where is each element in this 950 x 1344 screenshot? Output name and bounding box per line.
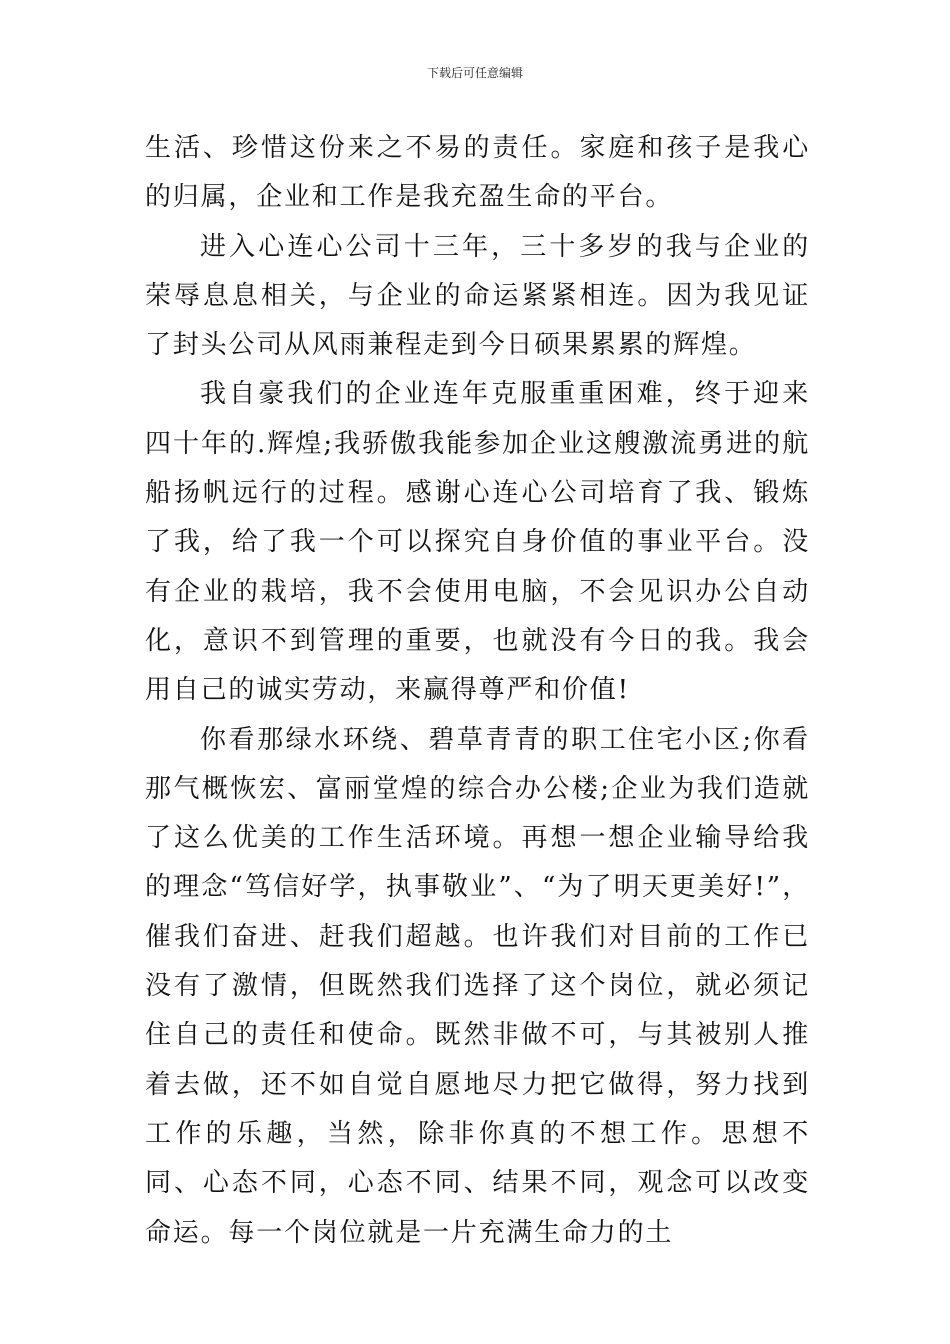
paragraph-1: 生活、珍惜这份来之不易的责任。家庭和孩子是我心的归属，企业和工作是我充盈生命的平台。: [145, 133, 810, 213]
paragraph-4: 你看那绿水环绕、碧草青青的职工住宅小区;你看那气概恢宏、富丽堂煌的综合办公楼;企业为我们造就了这么优美的工作生活环境。再想一想企业输导给我的理念“笃信好学，执事敬业”、“为了明天更美好!”，催我们奋进、赶我们超越。也许我们对目前的工作已没有了激情，但既然我们选择了这个岗位，就必须记住自己的责任和使命。既然非做不可，与其被别人推着去做，还不如自觉自愿地尽力把它做得，努力找到工作的乐趣，当然，除非你真的不想工作。思想不同、心态不同，心态不同、结果不同，观念可以改变命运。每一个岗位就是一片充满生命力的土: [145, 724, 810, 1248]
paragraph-3: 我自豪我们的企业连年克服重重困难，终于迎来四十年的.辉煌;我骄傲我能参加企业这艘激流勇进的航船扬帆远行的过程。感谢心连心公司培育了我、锻炼了我，给了我一个可以探究自身价值的事业平台。没有企业的栽培，我不会使用电脑，不会见识办公自动化，意识不到管理的重要，也就没有今日的我。我会用自己的诚实劳动，来赢得尊严和价值!: [145, 379, 810, 706]
page-header-note: 下载后可任意编辑: [426, 66, 523, 80]
paragraph-2: 进入心连心公司十三年，三十多岁的我与企业的荣辱息息相关，与企业的命运紧紧相连。因为我见证了封头公司从风雨兼程走到今日硕果累累的辉煌。: [145, 231, 810, 361]
document-body: [145, 124, 810, 1258]
